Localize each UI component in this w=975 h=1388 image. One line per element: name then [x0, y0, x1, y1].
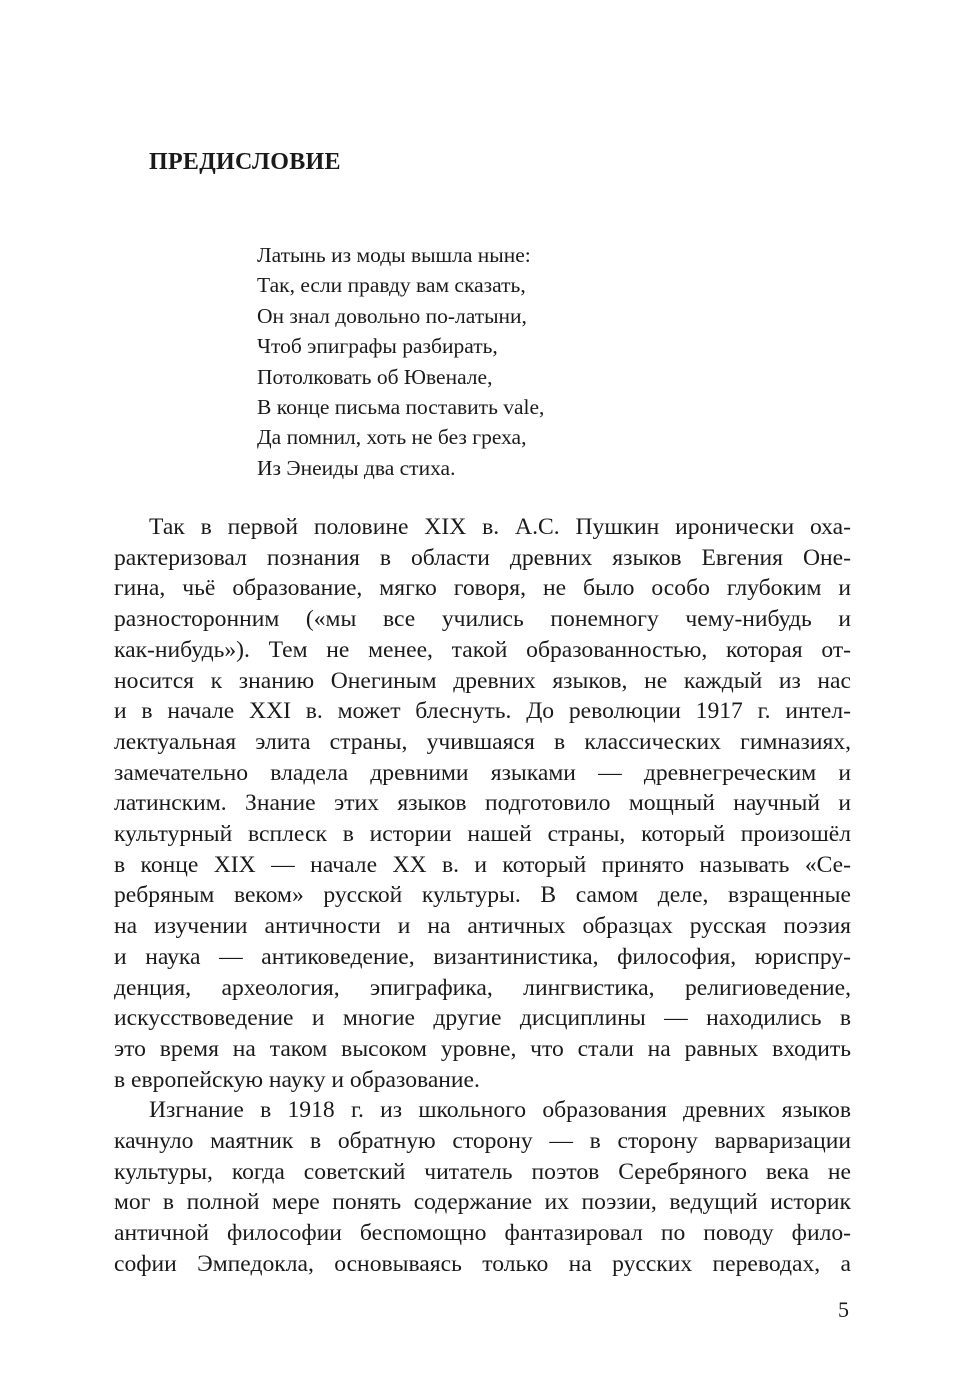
text-line: носится к знанию Онегиным древних языков, не каждый из нас [114, 667, 851, 694]
text-line: Так в первой половине XIX в. А.С. Пушкин иронически оха- [149, 514, 851, 540]
text-line: софии Эмпедокла, основываясь только на русских переводах, а [114, 1250, 851, 1277]
epigraph-line: Он знал довольно по-латыни, [257, 303, 527, 328]
text-line: лектуальная элита страны, учившаяся в классических гимназиях, [114, 728, 851, 755]
epigraph-line: Чтоб эпиграфы разбирать, [257, 334, 498, 359]
text-line: античной философии беспомощно фантазировал по поводу фило- [114, 1220, 851, 1247]
paragraph-2 [114, 1095, 851, 1279]
text-line: культурный всплеск в истории нашей страны, который произошёл [114, 821, 851, 848]
epigraph-line: Из Энеиды два стиха. [257, 455, 456, 480]
epigraph-line: Да помнил, хоть не без греха, [257, 425, 527, 450]
epigraph-line: Латынь из моды вышла ныне: [257, 243, 531, 267]
epigraph-line: В конце письма поставить vale, [257, 395, 545, 420]
epigraph [257, 240, 544, 483]
text-line: и в начале XXI в. может блеснуть. До революции 1917 г. интел- [114, 698, 851, 725]
text-line: как-нибудь»). Тем не менее, такой образованностью, которая от- [114, 636, 851, 663]
epigraph-line: Потолковать об Ювенале, [257, 364, 493, 389]
body-text [114, 512, 851, 1280]
text-line: это время на таком высоком уровне, что стали на равных входить [114, 1035, 851, 1062]
text-line: денция, археология, эпиграфика, лингвистика, религиоведение, [114, 974, 851, 1001]
text-line: культуры, когда советский читатель поэтов Серебряного века не [114, 1158, 851, 1185]
text-line: и наука — антиковедение, византинистика, философия, юриспру- [114, 943, 851, 970]
epigraph-line: Так, если правду вам сказать, [257, 273, 526, 298]
text-line: ребряным веком» русской культуры. В самом деле, взращенные [114, 882, 851, 909]
text-line: мог в полной мере понять содержание их поэзии, ведущий историк [114, 1189, 851, 1216]
text-line: гина, чьё образование, мягко говоря, не было особо глубоким и [114, 575, 851, 602]
paragraph-1 [114, 512, 851, 1095]
text-line: разносторонним («мы все учились понемногу чему-нибудь и [114, 606, 851, 633]
page-title: ПРЕДИСЛОВИЕ [149, 149, 341, 175]
text-line: замечательно владела древними языками — древнегреческим и [114, 759, 851, 786]
text-line: искусствоведение и многие другие дисциплины — находились в [114, 1005, 851, 1032]
page-number: 5 [838, 1297, 849, 1322]
text-line: Изгнание в 1918 г. из школьного образования древних языков [149, 1097, 851, 1124]
text-line: рактеризовал познания в области древних языков Евгения Оне- [114, 544, 851, 571]
text-line: в европейскую науку и образование. [114, 1066, 480, 1093]
text-line: качнуло маятник в обратную сторону — в сторону варваризации [114, 1128, 851, 1155]
text-line: латинским. Знание этих языков подготовило мощный научный и [114, 790, 851, 817]
text-line: в конце XIX — начале XX в. и который принято называть «Се- [114, 851, 851, 878]
text-line: на изучении античности и на античных образцах русская поэзия [114, 913, 851, 940]
